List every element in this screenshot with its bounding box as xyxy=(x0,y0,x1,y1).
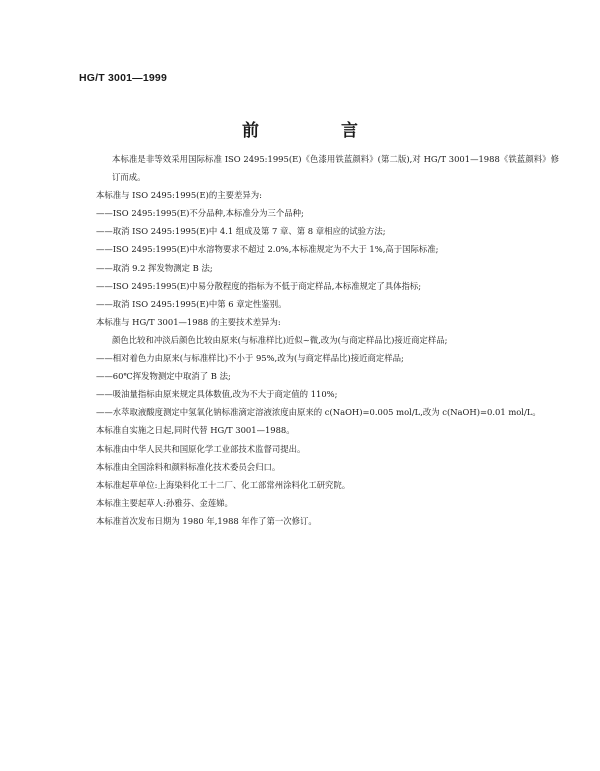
list-item: ——ISO 2495:1995(E)中易分散程度的指标为不低于商定样品,本标准规定了具体指标; xyxy=(96,280,422,291)
paragraph-drafting-units: 本标准起草单位:上海染料化工十二厂、化工部常州涂料化工研究院。 xyxy=(96,479,351,490)
list-item: ——ISO 2495:1995(E)中水溶物要求不超过 2.0%,本标准规定为不大于 1%,高于国际标准; xyxy=(96,244,439,255)
list-item: ——ISO 2495:1995(E)不分品种,本标准分为三个品种; xyxy=(96,208,304,219)
list-item: ——取消 ISO 2495:1995(E)中第 6 章定性鉴别。 xyxy=(96,298,287,309)
paragraph-replacement: 本标准自实施之日起,同时代替 HG/T 3001—1988。 xyxy=(96,425,295,436)
paragraph-tech-diff-heading: 本标准与 HG/T 3001—1988 的主要技术差异为: xyxy=(96,316,281,327)
paragraph-drafters: 本标准主要起草人:孙雅芬、金莲娣。 xyxy=(96,497,233,508)
paragraph-iso-diff-heading: 本标准与 ISO 2495:1995(E)的主要差异为: xyxy=(96,190,262,201)
page-title: 前 言 xyxy=(242,121,396,141)
list-item: ——60℃挥发物测定中取消了 B 法; xyxy=(96,371,231,382)
list-item: ——吸油量指标由原来规定具体数值,改为不大于商定值的 110%; xyxy=(96,389,338,400)
list-item: ——取消 9.2 挥发物测定 B 法; xyxy=(96,262,213,273)
foreword-body xyxy=(79,150,559,530)
paragraph-history: 本标准首次发布日期为 1980 年,1988 年作了第一次修订。 xyxy=(96,515,317,526)
paragraph-proposer: 本标准由中华人民共和国原化学工业部技术监督司提出。 xyxy=(96,443,306,454)
list-item: ——取消 ISO 2495:1995(E)中 4.1 组成及第 7 章、第 8 章相应的试验方法; xyxy=(96,226,386,237)
paragraph-committee: 本标准由全国涂料和颜料标准化技术委员会归口。 xyxy=(96,461,281,472)
list-item: ——水萃取液酸度测定中氢氧化钠标准滴定溶液浓度由原来的 c(NaOH)=0.005 mol/L,改为 c(NaOH)=0.01 mol/L。 xyxy=(96,407,541,418)
list-item: 颜色比较和冲淡后颜色比较由原来(与标准样比)近似~微,改为(与商定样品比)接近商定样品; xyxy=(112,334,448,345)
paragraph-intro: 本标准是非等效采用国际标准 ISO 2495:1995(E)《色漆用铁蓝颜料》(第二版),对 HG/T 3001—1988《铁蓝颜料》修订而成。 xyxy=(112,154,559,183)
list-item: ——相对着色力由原来(与标准样比)不小于 95%,改为(与商定样品比)接近商定样品; xyxy=(96,353,404,364)
standard-code: HG/T 3001—1999 xyxy=(79,72,168,84)
